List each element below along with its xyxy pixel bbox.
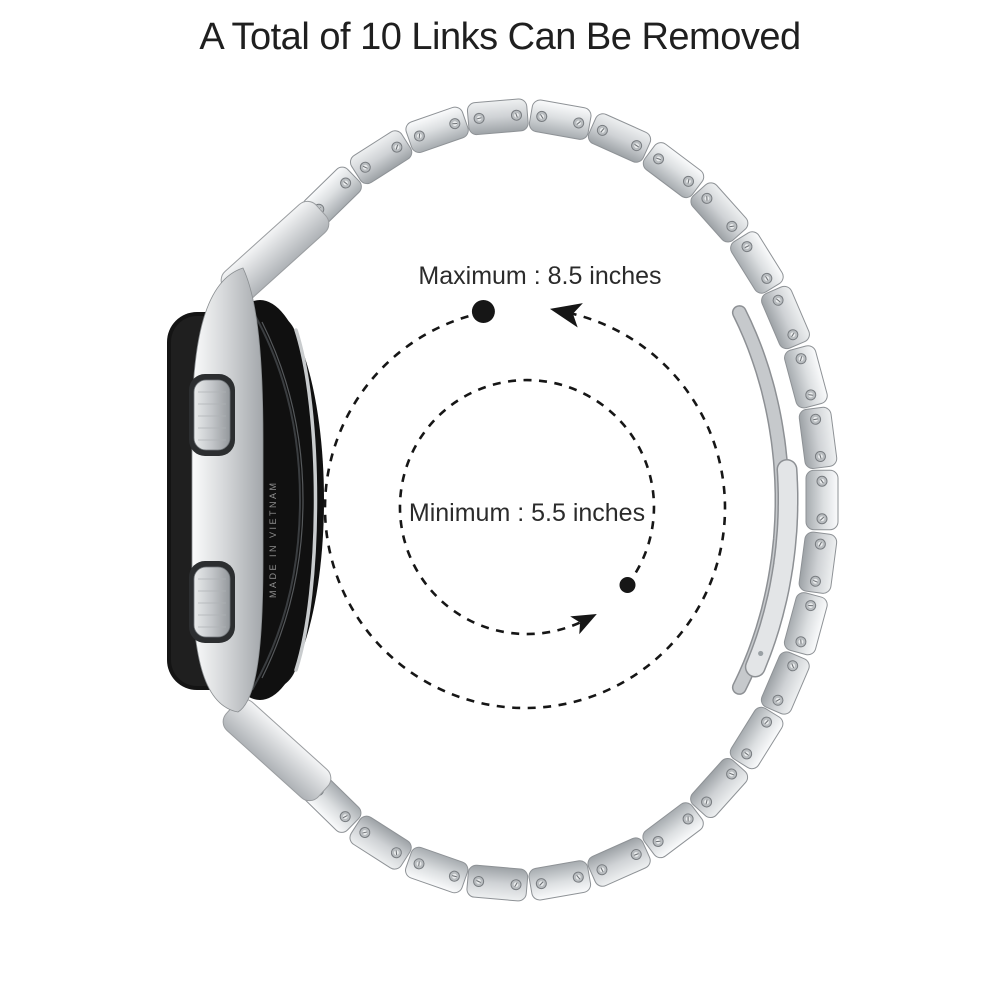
band-link	[783, 344, 829, 410]
band-link	[467, 98, 529, 135]
band-link	[528, 99, 592, 141]
watch-button-lower	[189, 561, 235, 643]
band-clasp	[739, 313, 788, 688]
band-link	[806, 470, 838, 530]
band-link	[783, 591, 829, 657]
band-link	[347, 813, 414, 872]
page-title: A Total of 10 Links Can Be Removed	[199, 16, 801, 58]
minimum-start-dot	[620, 577, 636, 593]
maximum-start-dot	[472, 300, 495, 323]
band-link	[728, 229, 787, 296]
minimum-arrow-icon	[570, 605, 601, 634]
clasp-button	[758, 651, 763, 656]
band-link	[403, 845, 470, 895]
minimum-label: Minimum : 5.5 inches	[408, 499, 646, 527]
band-link	[528, 860, 592, 902]
watch-side-view	[167, 196, 336, 805]
band-link	[404, 105, 471, 155]
maximum-arrow-icon	[547, 297, 583, 328]
band-link	[798, 406, 837, 469]
band-link	[466, 865, 528, 902]
band-link	[640, 800, 707, 861]
band-link	[586, 111, 653, 165]
size-guide	[325, 262, 725, 708]
band-link	[759, 284, 812, 351]
maximum-label: Maximum : 8.5 inches	[418, 262, 662, 290]
band-link	[727, 704, 786, 771]
watch-case-front	[192, 268, 263, 712]
band-link	[585, 835, 652, 888]
band-link	[687, 755, 751, 821]
band-link	[347, 128, 414, 187]
band-link	[688, 180, 752, 246]
band-link	[640, 139, 707, 200]
watch-button-upper	[189, 374, 235, 456]
band-link	[798, 531, 837, 594]
watch-engraving: MADE IN VIETNAM	[268, 480, 278, 598]
